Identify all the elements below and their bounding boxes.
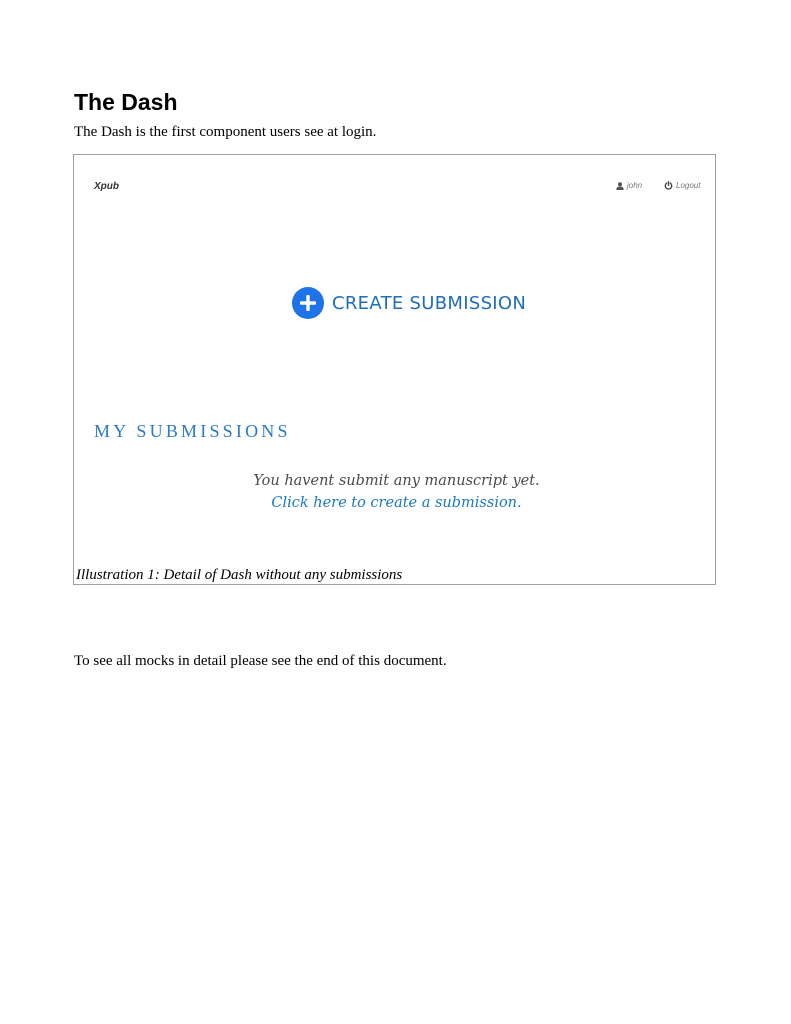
plus-circle-icon <box>292 287 324 319</box>
logout-button[interactable] <box>664 181 700 190</box>
my-submissions-title: MY SUBMISSIONS <box>94 421 291 441</box>
intro-paragraph: The Dash is the first component users see at login. <box>74 124 377 140</box>
create-submission-button[interactable] <box>292 287 526 319</box>
logout-label: Logout <box>676 181 701 190</box>
create-submission-link[interactable]: Click here to create a submission. <box>271 495 522 511</box>
dash-mock <box>75 156 714 561</box>
create-submission-label: CREATE SUBMISSION <box>332 292 527 314</box>
illustration-frame <box>73 154 716 585</box>
power-icon <box>664 181 673 190</box>
user-name: john <box>627 181 643 190</box>
illustration-caption: Illustration 1: Detail of Dash without any submissions <box>76 567 403 583</box>
app-logo[interactable]: Xpub <box>94 181 119 192</box>
page-heading: The Dash <box>74 89 178 115</box>
user-menu[interactable] <box>616 181 642 190</box>
empty-message: You havent submit any manuscript yet. <box>253 473 540 489</box>
user-icon <box>616 182 624 190</box>
empty-state <box>75 470 718 514</box>
outro-paragraph: To see all mocks in detail please see the end of this document. <box>74 653 447 669</box>
